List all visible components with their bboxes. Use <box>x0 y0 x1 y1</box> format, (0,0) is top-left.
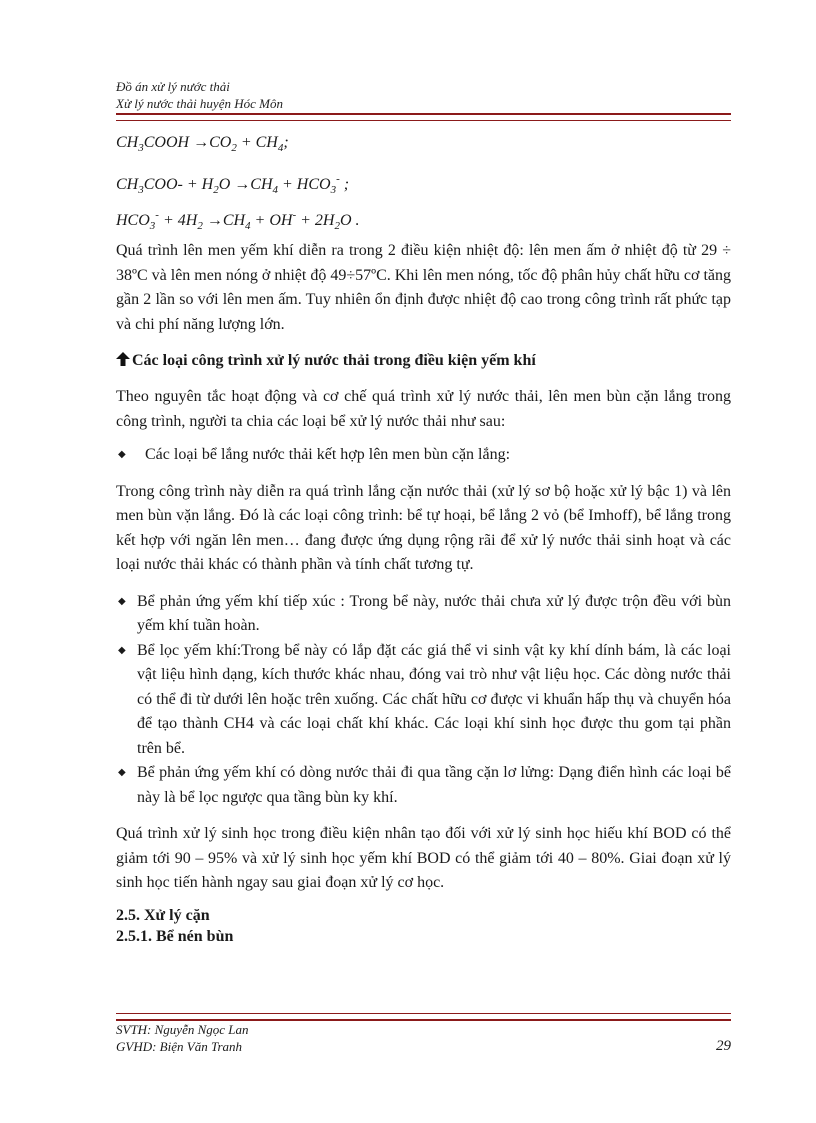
diamond-bullet-icon: ◆ <box>118 595 126 607</box>
page-header <box>116 78 731 112</box>
paragraph-settling: Trong công trình này diễn ra quá trình lắng cặn nước thải (xử lý sơ bộ hoặc xử lý bậc 1) và lên men bùn vặn lắng. Đó là các loại công trình: bể tự hoại, bể lắng 2 vỏ (bể Imhoff), bể lắng trong kết hợp với ngăn lên men… đang được ứng dụng rộng rãi để xử lý nước thải sinh hoạt và các loại nước thải khác có thành phần và tính chất tương tự. <box>116 482 731 573</box>
header-subtitle: Xử lý nước thải huyện Hóc Môn <box>116 96 283 111</box>
paragraph-bod: Quá trình xử lý sinh học trong điều kiện nhân tạo đối với xử lý sinh học hiếu khí BOD có thể giảm tới 90 – 95% và xử lý sinh học yếm khí BOD có thể giảm tới 40 – 80%. Giai đoạn xử lý sinh học tiến hành ngay sau giai đoạn xử lý cơ học. <box>116 825 731 891</box>
list-item: ◆ Bể lọc yếm khí:Trong bể này có lắp đặt các giá thể vi sinh vật ky khí dính bám, là các loại vật liệu hình dạng, kích thước khác nhau, đóng vai trò như vật liệu học. Các dòng nước thải có thể đi từ dưới lên hoặc trên xuống. Các chất hữu cơ được vi khuẩn hấp thụ và chuyển hóa để tạo thành CH4 và các loại chất khí khác. Các loại khí sinh học được thu gom tại phần trên bể. <box>116 639 731 762</box>
arrow-right-icon: → <box>206 212 223 229</box>
page-number: 29 <box>716 1038 731 1054</box>
diamond-bullet-icon: ◆ <box>118 449 126 460</box>
diamond-bullet-icon: ◆ <box>118 644 126 656</box>
arrow-right-icon: → <box>234 176 251 193</box>
formula-1: $CH_3COOH \to CO_2 + CH_4$; <box>116 134 289 154</box>
footer-student: SVTH: Nguyễn Ngọc Lan <box>116 1022 249 1037</box>
section-title-2-5-1: 2.5.1. Bể nén bùn <box>116 927 234 945</box>
list-item: ◆ Bể phản ứng yếm khí có dòng nước thải đi qua tầng cặn lơ lửng: Dạng điển hình các loại bể này là bể lọc ngược qua tầng bùn ky khí. <box>116 761 731 810</box>
header-rule <box>116 113 731 121</box>
formula-3: $HCO_3^- + 4H_2 \to CH_4 + OH^- + 2H_2O$ . <box>116 209 360 232</box>
list-item: ◆ Bể phản ứng yếm khí tiếp xúc : Trong bể này, nước thải chưa xử lý được trộn đều với bùn yếm khí tuần hoàn. <box>116 590 731 639</box>
paragraph-classification: Theo nguyên tắc hoạt động và cơ chế quá trình xử lý nước thải, lên men bùn cặn lắng trong công trình, người ta chia các loại bể xử lý nước thải như sau: <box>116 388 731 430</box>
list-item: ◆ Các loại bể lắng nước thải kết hợp lên men bùn cặn lắng: <box>116 443 731 468</box>
header-title: Đồ án xử lý nước thải <box>116 79 230 94</box>
section-title-2-5: 2.5. Xử lý cặn <box>116 906 210 924</box>
arrow-up-icon <box>116 352 130 366</box>
arrow-right-icon: → <box>193 134 210 151</box>
paragraph-fermentation: Quá trình lên men yếm khí diễn ra trong 2 điều kiện nhiệt độ: lên men ấm ở nhiệt độ từ 29 ÷ 38ºC và lên men nóng ở nhiệt độ 49÷57ºC. Khi lên men nóng, tốc độ phân hủy chất hữu cơ tăng gần 2 lần so với lên men ấm. Tuy nhiên ổn định được nhiệt độ cao trong công trình rất phức tạp và chi phí năng lượng lớn. <box>116 242 731 333</box>
footer-advisor: GVHD: Biện Văn Tranh <box>116 1039 243 1054</box>
diamond-bullet-icon: ◆ <box>118 767 126 778</box>
page-body <box>116 131 731 947</box>
formula-2: $CH_3COO- + H_2O \to CH_4 + HCO_3^-$ ; <box>116 173 350 196</box>
page-footer <box>116 1021 731 1055</box>
section-heading: Các loại công trình xử lý nước thải trong điều kiện yếm khí <box>116 349 731 373</box>
footer-rule <box>116 1013 731 1021</box>
